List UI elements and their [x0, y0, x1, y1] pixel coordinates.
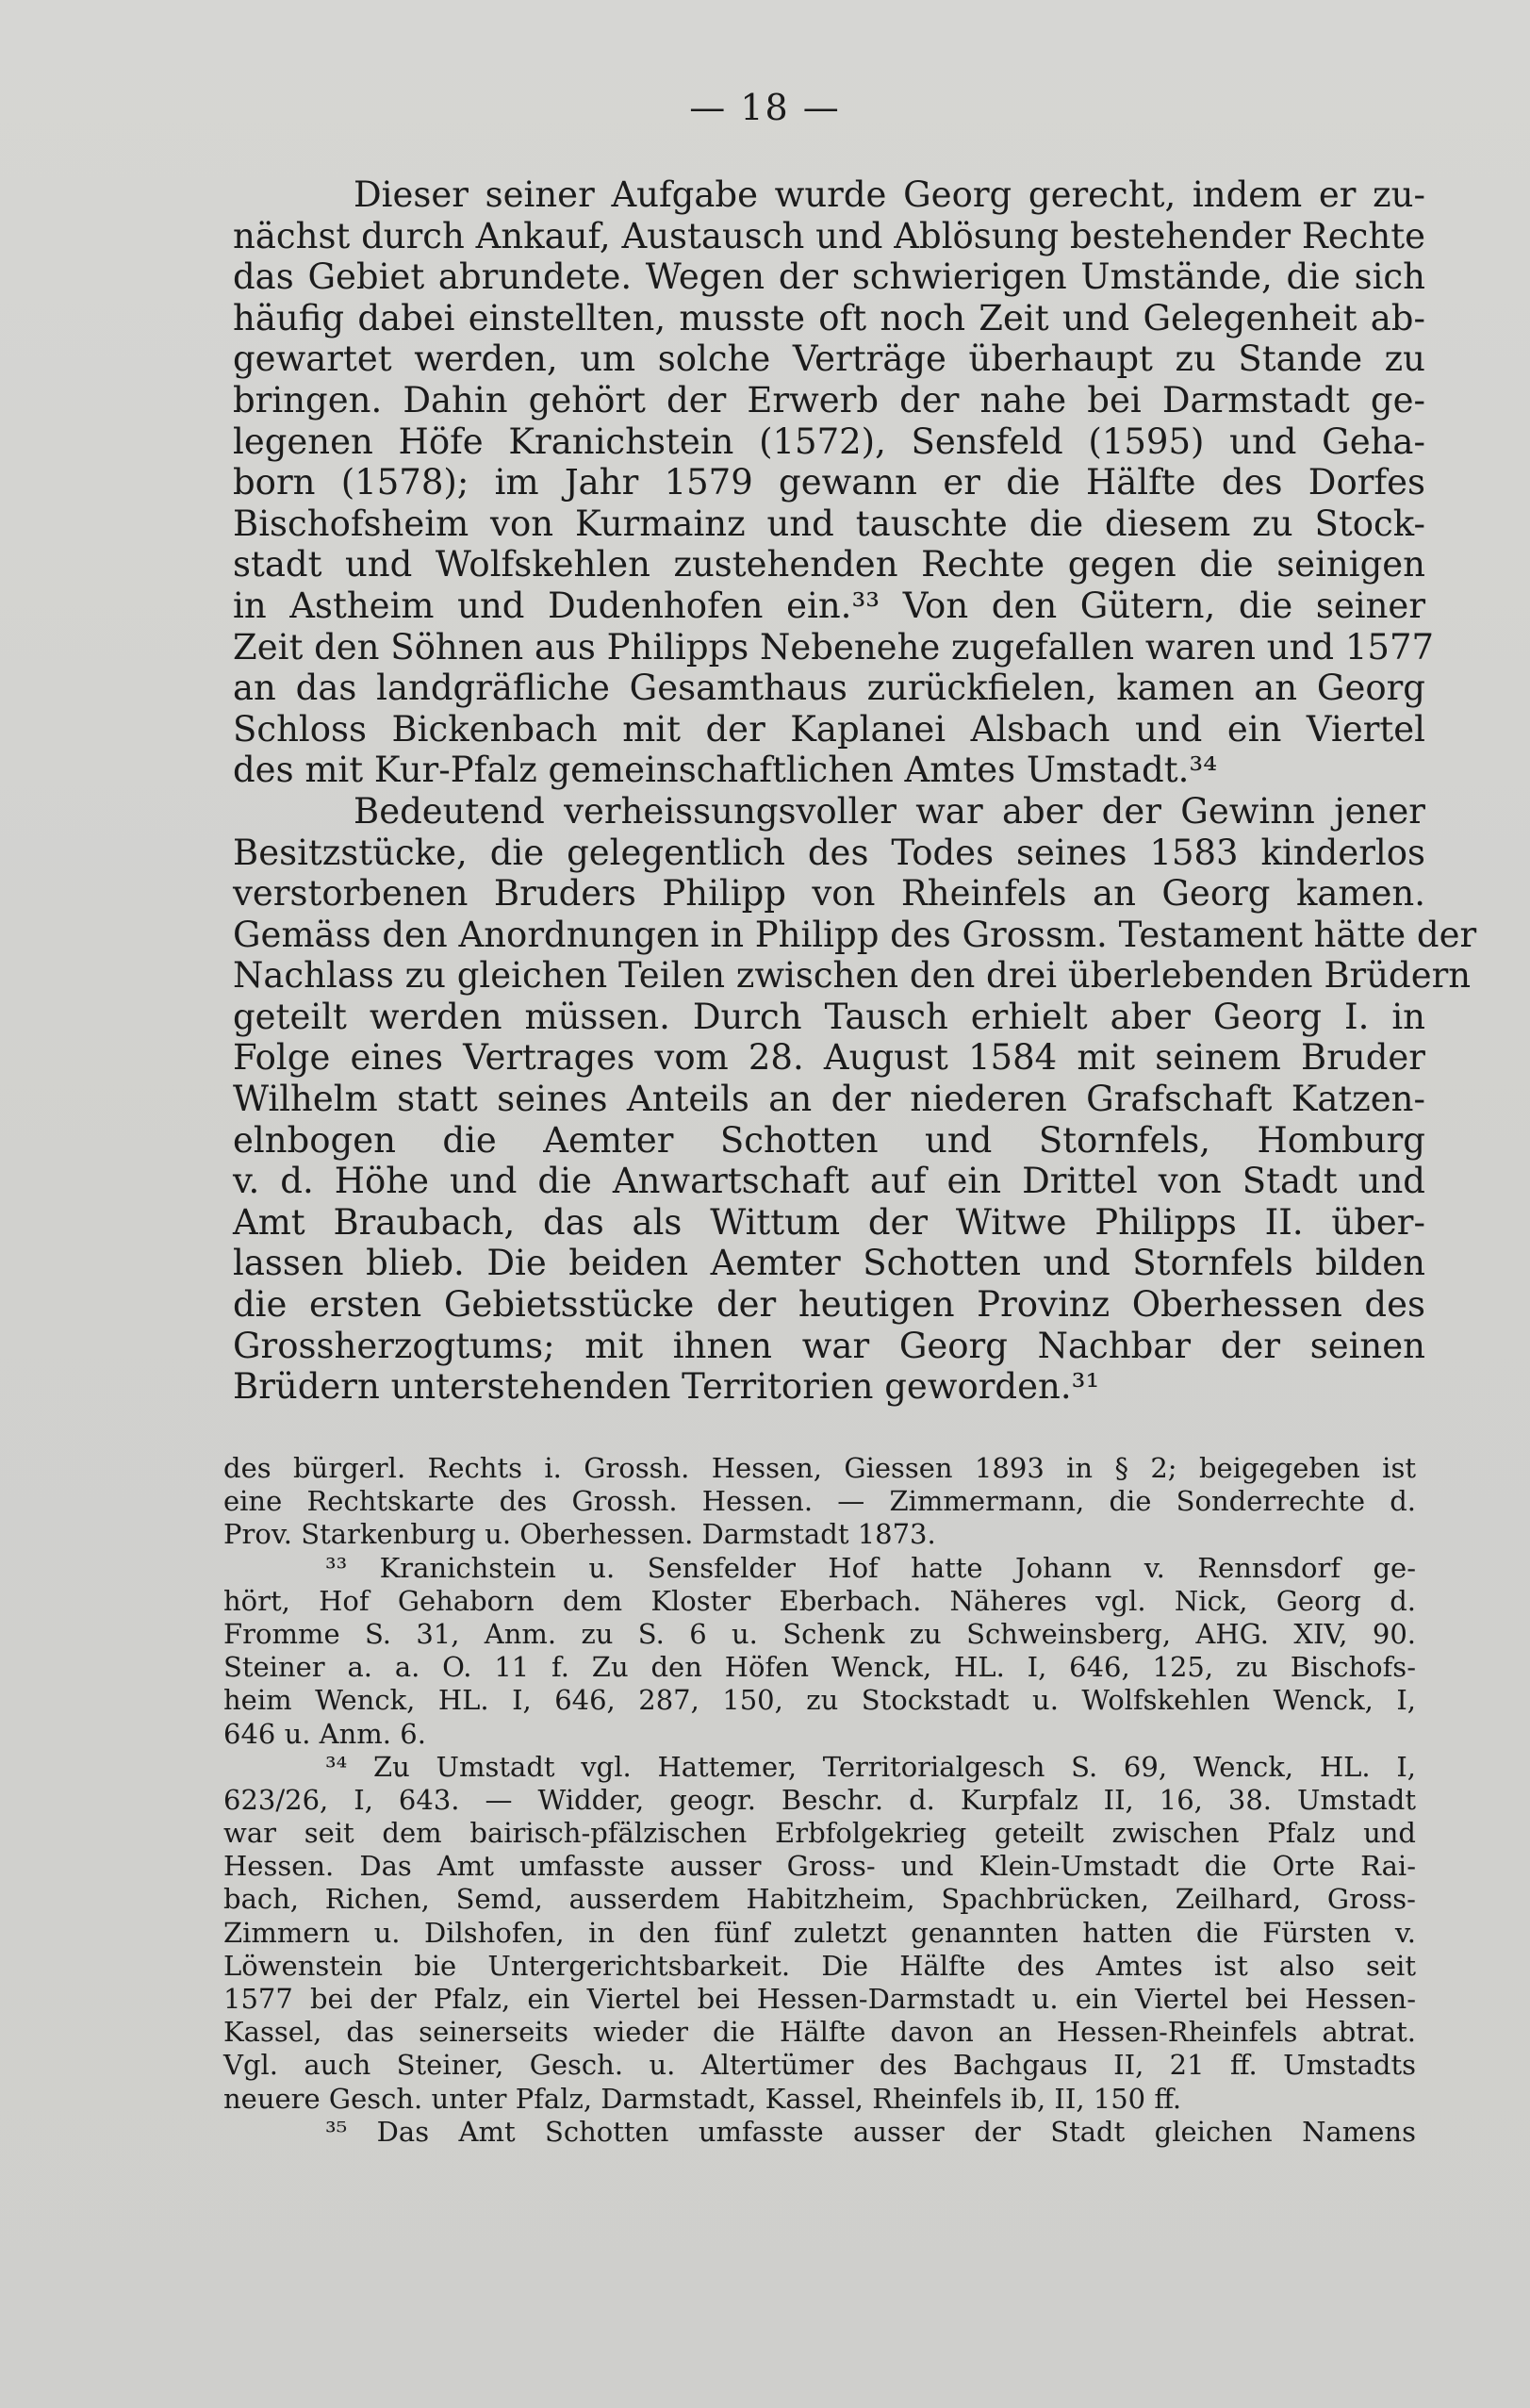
text-line: Brüdern unterstehenden Territorien geworden.³¹ [233, 1366, 1100, 1408]
footnote-line: 623/26, I, 643. — Widder, geogr. Beschr. d. Kurpfalz II, 16, 38. Umstadt [223, 1783, 1416, 1816]
text-line: Besitzstücke, die gelegentlich des Todes seines 1583 kinderlos [233, 832, 1425, 873]
text-line: Dieser seiner Aufgabe wurde Georg gerecht, indem er zu- [354, 174, 1425, 215]
text-line: die ersten Gebietsstücke der heutigen Provinz Oberhessen des [233, 1284, 1425, 1326]
text-line: Gemäss den Anordnungen in Philipp des Grossm. Testament hätte der [233, 914, 1477, 955]
text-line: Bischofsheim von Kurmainz und tauschte die diesem zu Stock- [233, 503, 1425, 544]
text-line: v. d. Höhe und die Anwartschaft auf ein Drittel von Stadt und [233, 1161, 1425, 1202]
page-number: — 18 — [689, 87, 841, 128]
footnote-line: 646 u. Anm. 6. [223, 1717, 426, 1750]
text-line: an das landgräfliche Gesamthaus zurückfielen, kamen an Georg [233, 668, 1425, 709]
text-line: bringen. Dahin gehört der Erwerb der nahe bei Darmstadt ge- [233, 379, 1425, 421]
footnote-line: bach, Richen, Semd, ausserdem Habitzheim, Spachbrücken, Zeilhard, Gross- [223, 1883, 1416, 1916]
footnote-line: neuere Gesch. unter Pfalz, Darmstadt, Kassel, Rheinfels ib, II, 150 ff. [223, 2082, 1182, 2115]
footnote-line: 1577 bei der Pfalz, ein Viertel bei Hessen-Darmstadt u. ein Viertel bei Hessen- [223, 1983, 1416, 2015]
footnote-line: Hessen. Das Amt umfasste ausser Gross- und Klein-Umstadt die Orte Rai- [223, 1850, 1416, 1883]
text-line: häufig dabei einstellten, musste oft noch Zeit und Gelegenheit ab- [233, 297, 1425, 338]
text-line: elnbogen die Aemter Schotten und Stornfels, Homburg [233, 1119, 1425, 1161]
footnote-line: ³⁵ Das Amt Schotten umfasste ausser der Stadt gleichen Namens [325, 2115, 1416, 2148]
footnote-line: Fromme S. 31, Anm. zu S. 6 u. Schenk zu Schweinsberg, AHG. XIV, 90. [223, 1617, 1416, 1650]
text-line: Zeit den Söhnen aus Philipps Nebenehe zugefallen waren und 1577 [233, 626, 1435, 668]
text-line: nächst durch Ankauf, Austausch und Ablösung bestehender Rechte [233, 215, 1425, 256]
footnote-line: Löwenstein bie Untergerichtsbarkeit. Die Hälfte des Amtes ist also seit [223, 1949, 1416, 1982]
footnote-line: ³⁴ Zu Umstadt vgl. Hattemer, Territorialgesch S. 69, Wenck, HL. I, [325, 1750, 1416, 1783]
text-line: born (1578); im Jahr 1579 gewann er die Hälfte des Dorfes [233, 462, 1425, 503]
text-line: Folge eines Vertrages vom 28. August 1584 mit seinem Bruder [233, 1037, 1425, 1079]
text-line: verstorbenen Bruders Philipp von Rheinfels an Georg kamen. [233, 873, 1425, 915]
footnote-line: hört, Hof Gehaborn dem Kloster Eberbach. Näheres vgl. Nick, Georg d. [223, 1584, 1416, 1617]
footnote-line: heim Wenck, HL. I, 646, 287, 150, zu Stockstadt u. Wolfskehlen Wenck, I, [223, 1684, 1416, 1717]
footnotes [223, 1452, 1416, 2149]
footnote-line: Kassel, das seinerseits wieder die Hälfte davon an Hessen-Rheinfels abtrat. [223, 2016, 1416, 2049]
footnote-line: des bürgerl. Rechts i. Grossh. Hessen, Giessen 1893 in § 2; beigegeben ist [223, 1452, 1416, 1484]
footnote-line: ³³ Kranichstein u. Sensfelder Hof hatte Johann v. Rennsdorf ge- [325, 1551, 1416, 1584]
text-line: Nachlass zu gleichen Teilen zwischen den drei überlebenden Brüdern [233, 955, 1472, 997]
footnote-line: eine Rechtskarte des Grossh. Hessen. — Zimmermann, die Sonderrechte d. [223, 1485, 1416, 1518]
text-line: stadt und Wolfskehlen zustehenden Rechte gegen die seinigen [233, 544, 1425, 586]
text-line: Bedeutend verheissungsvoller war aber der Gewinn jener [354, 790, 1425, 832]
text-line: das Gebiet abrundete. Wegen der schwierigen Umstände, die sich [233, 256, 1425, 298]
footnote-line: war seit dem bairisch-pfälzischen Erbfolgekrieg geteilt zwischen Pfalz und [223, 1817, 1416, 1850]
text-line: Schloss Bickenbach mit der Kaplanei Alsbach und ein Viertel [233, 708, 1425, 750]
text-line: des mit Kur-Pfalz gemeinschaftlichen Amtes Umstadt.³⁴ [233, 750, 1218, 791]
text-line: Wilhelm statt seines Anteils an der niederen Grafschaft Katzen- [233, 1079, 1425, 1120]
text-line: geteilt werden müssen. Durch Tausch erhielt aber Georg I. in [233, 996, 1425, 1037]
text-line: lassen blieb. Die beiden Aemter Schotten und Stornfels bilden [233, 1243, 1425, 1284]
footnote-line: Steiner a. a. O. 11 f. Zu den Höfen Wenck, HL. I, 646, 125, zu Bischofs- [223, 1651, 1416, 1684]
footnote-line: Zimmern u. Dilshofen, in den fünf zuletzt genannten hatten die Fürsten v. [223, 1916, 1416, 1949]
footnote-line: Vgl. auch Steiner, Gesch. u. Altertümer des Bachgaus II, 21 ff. Umstadts [223, 2049, 1416, 2082]
footnote-line: Prov. Starkenburg u. Oberhessen. Darmstadt 1873. [223, 1518, 936, 1551]
text-line: in Astheim und Dudenhofen ein.³³ Von den Gütern, die seiner [233, 585, 1425, 626]
text-line: gewartet werden, um solche Verträge überhaupt zu Stande zu [233, 338, 1425, 380]
text-line: Grossherzogtums; mit ihnen war Georg Nachbar der seinen [233, 1325, 1425, 1366]
text-line: Amt Braubach, das als Wittum der Witwe Philipps II. über- [233, 1201, 1425, 1243]
text-line: legenen Höfe Kranichstein (1572), Sensfeld (1595) und Geha- [233, 421, 1425, 462]
main-text [233, 174, 1477, 1408]
